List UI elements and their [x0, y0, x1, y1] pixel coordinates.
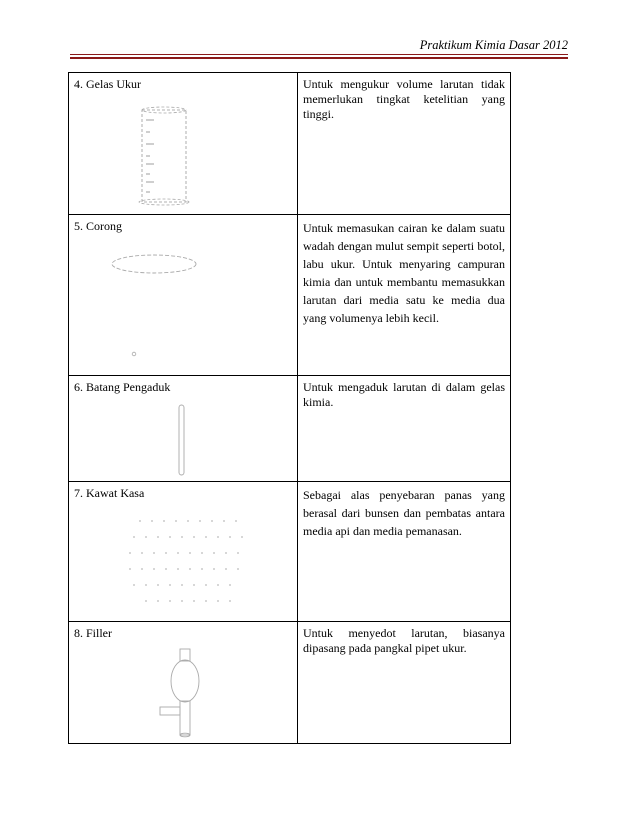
funnel-icon [74, 240, 282, 370]
pipette-filler-icon [74, 647, 282, 739]
header-rule-thick [70, 57, 568, 59]
item-name: 8. Filler [74, 626, 112, 640]
graduated-cylinder-icon [74, 98, 282, 210]
item-name: 6. Batang Pengaduk [74, 380, 171, 394]
description-cell: Untuk menyedot larutan, biasanya dipasang pada pangkal pipet ukur. [298, 622, 511, 744]
table-row [69, 215, 511, 376]
description-cell: Untuk mengaduk larutan di dalam gelas kimia. [298, 376, 511, 482]
description-cell: Sebagai alas penyebaran panas yang berasal dari bunsen dan pembatas antara media api dan media pemanasan. [298, 482, 511, 622]
stirring-rod-icon [74, 401, 282, 477]
wire-gauze-icon [74, 507, 282, 617]
name-cell [69, 376, 298, 482]
name-cell [69, 73, 298, 215]
table-row [69, 482, 511, 622]
description-cell: Untuk mengukur volume larutan tidak memerlukan tingkat ketelitian yang tinggi. [298, 73, 511, 215]
item-name: 5. Corong [74, 219, 122, 233]
item-name: 4. Gelas Ukur [74, 77, 141, 91]
table-row [69, 622, 511, 744]
name-cell [69, 622, 298, 744]
table-row [69, 376, 511, 482]
header-rule-thin [70, 54, 568, 55]
equipment-table [68, 72, 511, 744]
item-name: 7. Kawat Kasa [74, 486, 145, 500]
name-cell [69, 482, 298, 622]
table-row [69, 73, 511, 215]
name-cell [69, 215, 298, 376]
description-cell: Untuk memasukan cairan ke dalam suatu wadah dengan mulut sempit seperti botol, labu ukur. Untuk menyaring campuran kimia dan untuk membantu memasukkan larutan dari media satu ke media dua yang volumenya lebih kecil. [298, 215, 511, 376]
page-header: Praktikum Kimia Dasar 2012 [419, 38, 568, 52]
